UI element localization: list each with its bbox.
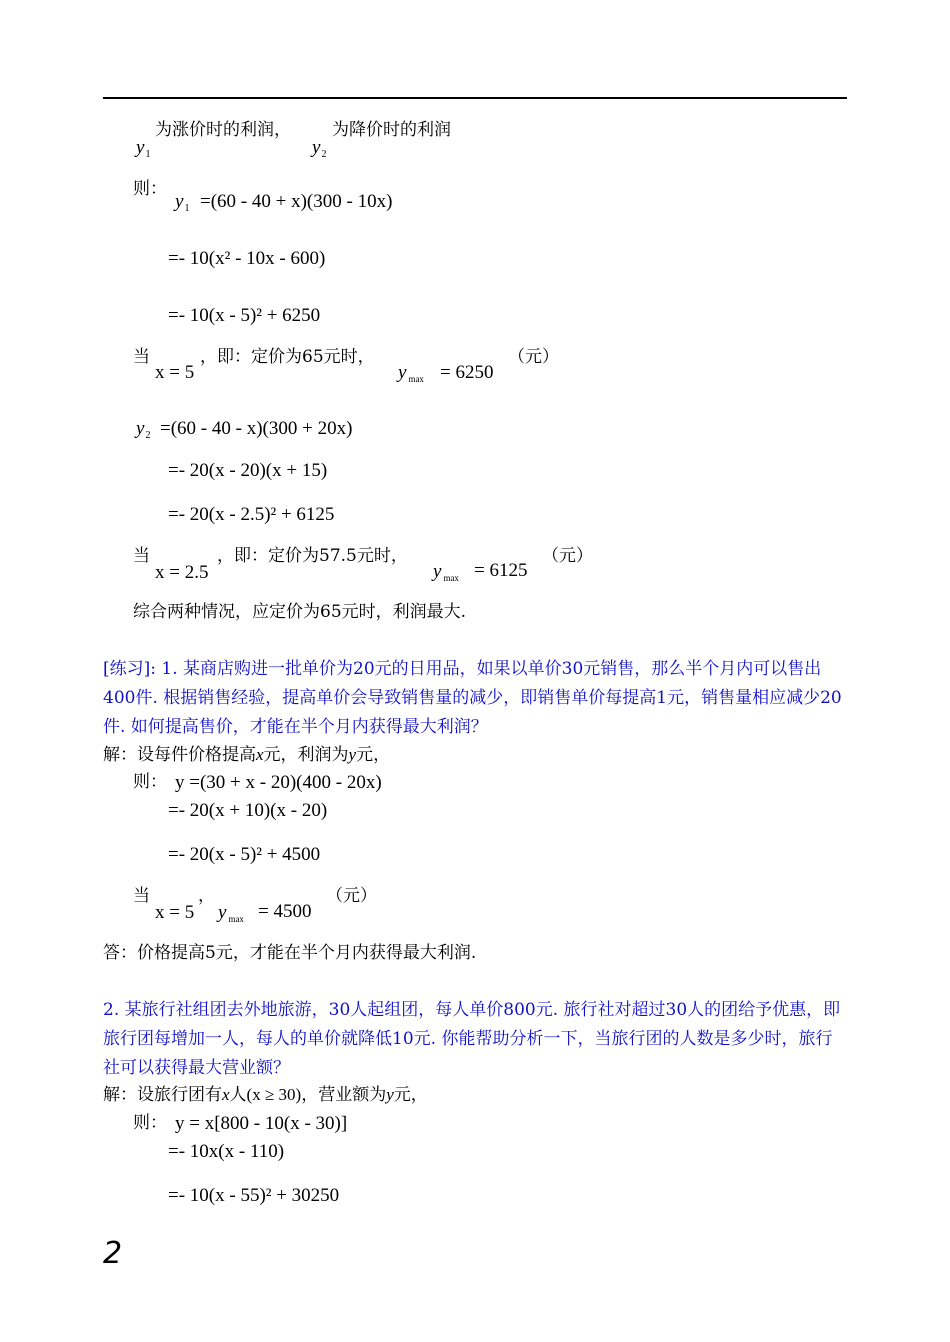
- eq2-line3: =- 20(x - 2.5)² + 6125: [168, 504, 335, 525]
- practice-cond-x: x = 5: [155, 902, 195, 923]
- practice-cond-unit: （元）: [326, 886, 377, 906]
- y2-symbol-eq: $y_2$: [136, 418, 151, 441]
- practice-answer: 答：价格提高5元，才能在半个月内获得最大利润.: [103, 943, 477, 963]
- page-number: 2: [103, 1236, 123, 1271]
- problem2-eq-line1: y = x[800 - 10(x - 30)]: [175, 1113, 348, 1134]
- practice-eq-line1: y =(30 + x - 20)(400 - 20x): [175, 772, 382, 793]
- eq2-line1: =(60 - 40 - x)(300 + 20x): [160, 418, 353, 439]
- intro-text-1: 为涨价时的利润，: [155, 120, 291, 140]
- y1-symbol-eq: $y_1$: [175, 191, 190, 214]
- cond1-when: 当: [133, 347, 150, 367]
- eq2-line2: =- 20(x - 20)(x + 15): [168, 460, 328, 481]
- ymax-symbol: y $_{max}$: [398, 362, 424, 384]
- cond2-ymax: = 6125: [474, 560, 528, 581]
- problem2-title: 2. 某旅行社组团去外地旅游，30人起组团，每人单价800元. 旅行社对超过30人的团给予优惠，即旅行团每增加一人，每人的单价就降低10元. 你能帮助分析一下，当旅行团的人数是多少时，旅行社可以获得最大营业额？: [103, 1000, 841, 1078]
- problem2-eq-line2: =- 10x(x - 110): [168, 1141, 285, 1162]
- cond2-unit: （元）: [542, 546, 593, 566]
- y1-symbol: $y_1$: [136, 137, 151, 160]
- y2-symbol: $y_2$: [312, 137, 327, 160]
- ymax-symbol-2: y $_{max}$: [433, 561, 459, 583]
- problem2-eq-line3: =- 10(x - 55)² + 30250: [168, 1185, 340, 1206]
- ymax-symbol-3: y $_{max}$: [218, 902, 244, 924]
- problem2-then: 则：: [133, 1113, 167, 1133]
- practice-cond-when: 当: [133, 886, 150, 906]
- problem2-solution-line: 解：设旅行团有x人(x ≥ 30)，营业额为y元，: [103, 1085, 428, 1105]
- cond2-when: 当: [133, 546, 150, 566]
- practice-solution-line: 解：设每件价格提高x元，利润为y元，: [103, 745, 391, 765]
- cond1-mid: ，即：定价为65元时，: [200, 347, 375, 367]
- header-rule: [103, 97, 847, 99]
- practice-eq-line2: =- 20(x + 10)(x - 20): [168, 800, 328, 821]
- cond2-mid: ，即：定价为57.5元时，: [217, 546, 408, 566]
- practice-title: [练习]: 1. 某商店购进一批单价为20元的日用品，如果以单价30元销售，那么半个月内可以售出400件. 根据销售经验，提高单价会导致销售量的减少，即销售单价每提高1元，销售量相应减少20件. 如何提高售价，才能在半个月内获得最大利润？: [103, 659, 842, 737]
- cond2-x: x = 2.5: [155, 562, 209, 583]
- eq1-line1: =(60 - 40 + x)(300 - 10x): [200, 191, 393, 212]
- cond1-x: x = 5: [155, 362, 195, 383]
- practice-cond-comma: ，: [198, 886, 215, 906]
- practice-cond-ymax: = 4500: [258, 901, 312, 922]
- practice-then: 则：: [133, 772, 167, 792]
- cond1-ymax: = 6250: [440, 362, 494, 383]
- intro-text-2: 为降价时的利润: [332, 120, 451, 140]
- practice-eq-line3: =- 20(x - 5)² + 4500: [168, 844, 321, 865]
- eq1-line3: =- 10(x - 5)² + 6250: [168, 305, 321, 326]
- cond1-unit: （元）: [508, 347, 559, 367]
- summary-text: 综合两种情况，应定价为65元时，利润最大.: [133, 602, 467, 622]
- then-label: 则：: [133, 179, 167, 199]
- eq1-line2: =- 10(x² - 10x - 600): [168, 248, 326, 269]
